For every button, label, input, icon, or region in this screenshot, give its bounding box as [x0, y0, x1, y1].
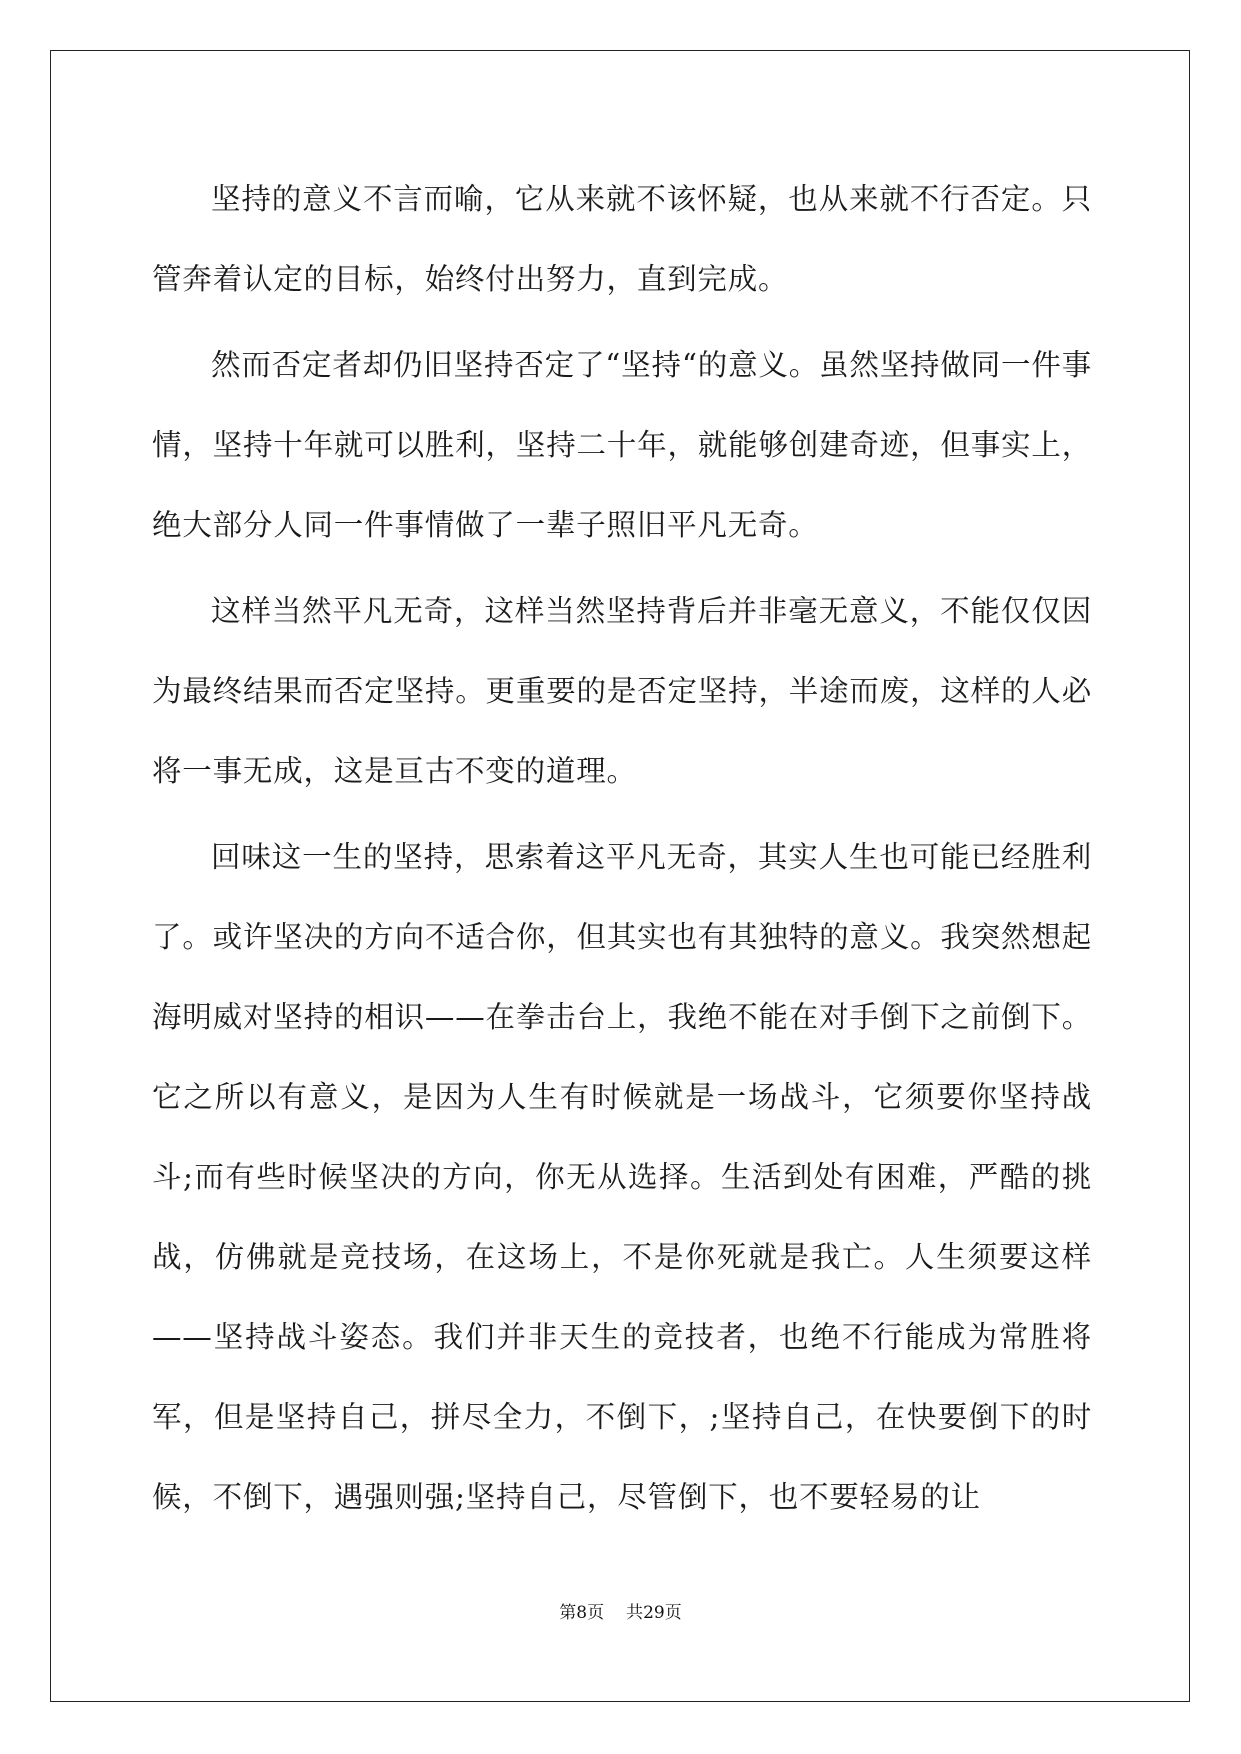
paragraph-2: 然而否定者却仍旧坚持否定了“坚持“的意义。虽然坚持做同一件事情，坚持十年就可以胜利，坚持二十年，就能够创建奇迹，但事实上，绝大部分人同一件事情做了一辈子照旧平凡无奇。 [152, 348, 1092, 542]
document-body [152, 159, 1092, 1543]
total-pages: 共29页 [626, 1603, 682, 1623]
current-page-number: 第8页 [559, 1603, 605, 1623]
paragraph-1: 坚持的意义不言而喻，它从来就不该怀疑，也从来就不行否定。只管奔着认定的目标，始终付出努力，直到完成。 [152, 182, 1092, 296]
paragraph-3: 这样当然平凡无奇，这样当然坚持背后并非毫无意义，不能仅仅因为最终结果而否定坚持。更重要的是否定坚持，半途而废，这样的人必将一事无成，这是亘古不变的道理。 [152, 594, 1092, 788]
paragraph-4: 回味这一生的坚持，思索着这平凡无奇，其实人生也可能已经胜利了。或许坚决的方向不适合你，但其实也有其独特的意义。我突然想起海明威对坚持的相识——在拳击台上，我绝不能在对手倒下之前倒下。它之所以有意义，是因为人生有时候就是一场战斗，它须要你坚持战斗;而有些时候坚决的方向，你无从选择。生活到处有困难，严酷的挑战，仿佛就是竞技场，在这场上，不是你死就是我亡。人生须要这样——坚持战斗姿态。我们并非天生的竞技者，也绝不行能成为常胜将军，但是坚持自己，拼尽全力，不倒下，;坚持自己，在快要倒下的时候，不倒下，遇强则强;坚持自己，尽管倒下，也不要轻易的让 [152, 840, 1092, 1514]
page-footer [0, 1598, 1241, 1623]
